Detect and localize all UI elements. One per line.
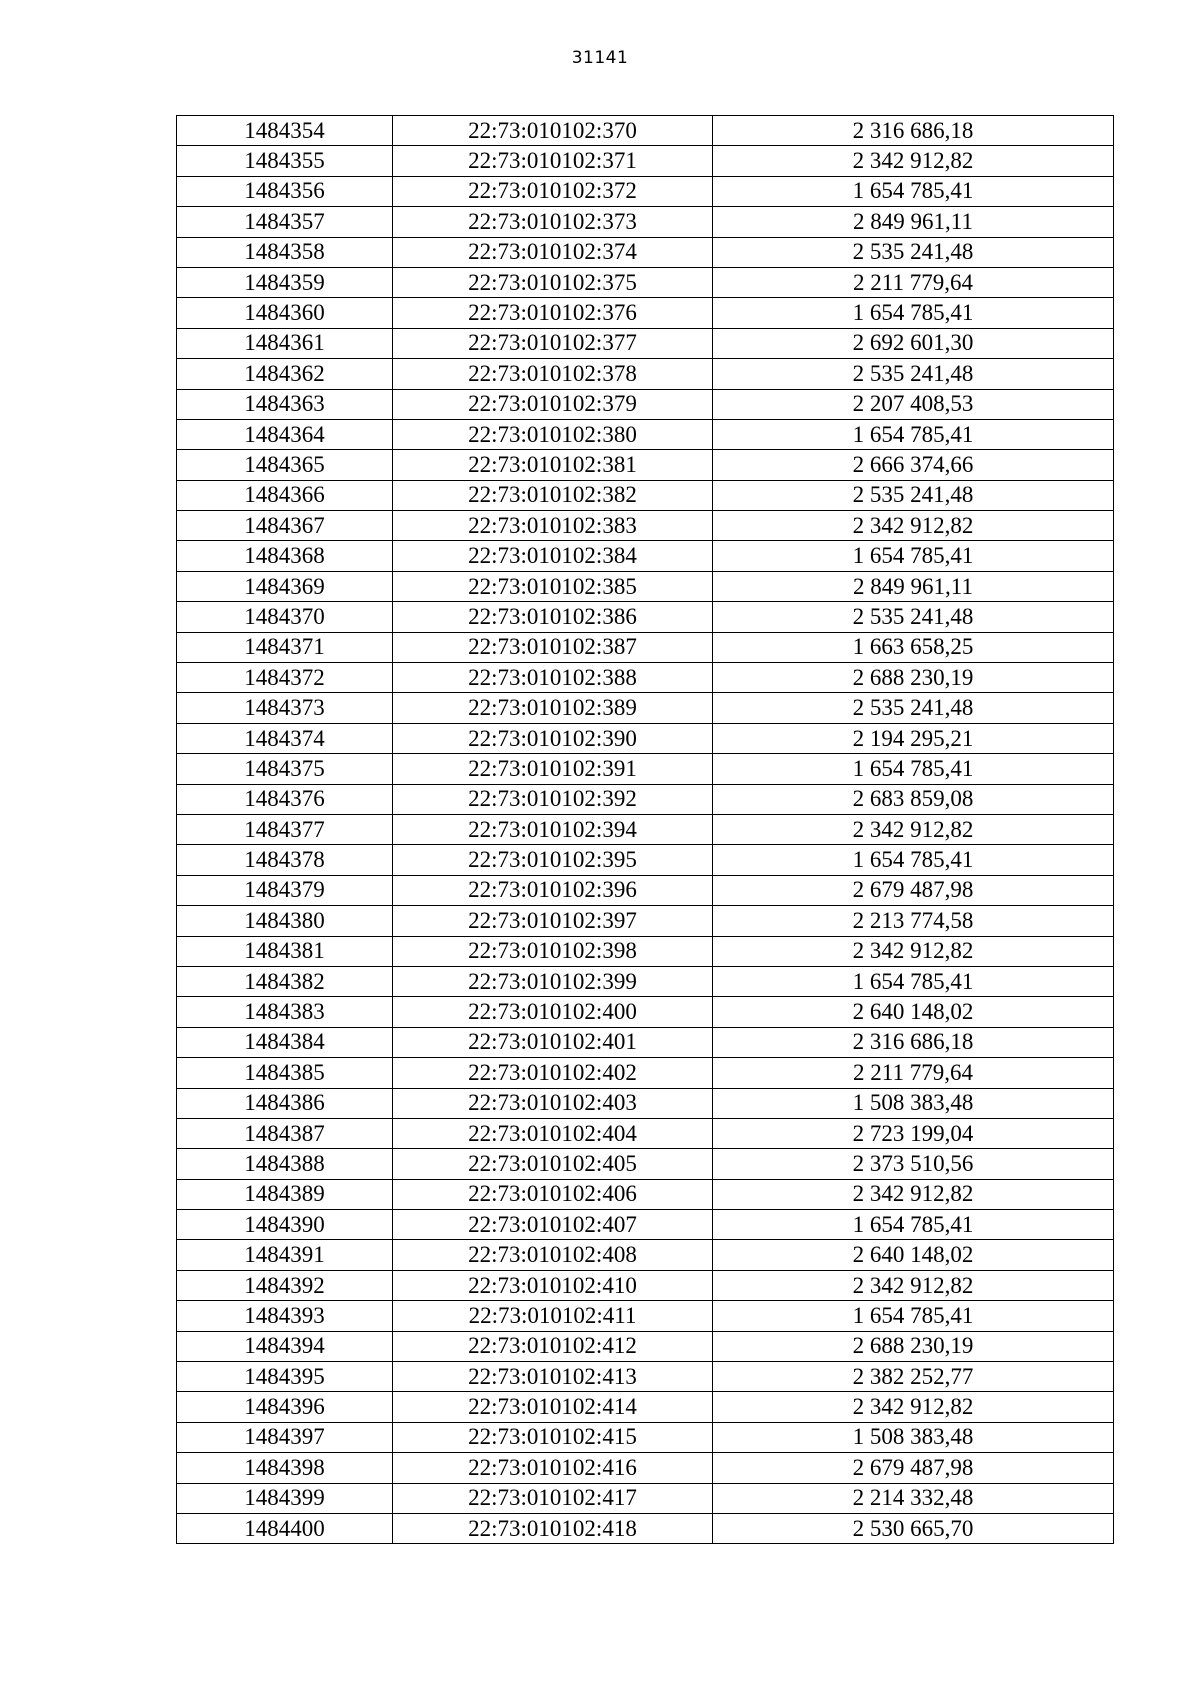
cell-cadastral-number: 22:73:010102:373	[393, 207, 713, 237]
table-row	[177, 1240, 1114, 1270]
cell-cadastral-number: 22:73:010102:377	[393, 328, 713, 358]
cell-value: 2 640 148,02	[713, 997, 1114, 1027]
cell-record-number: 1484357	[177, 207, 393, 237]
cell-cadastral-number: 22:73:010102:403	[393, 1088, 713, 1118]
cell-value: 2 211 779,64	[713, 267, 1114, 297]
table-row	[177, 298, 1114, 328]
cell-cadastral-number: 22:73:010102:416	[393, 1453, 713, 1483]
cell-value: 1 654 785,41	[713, 298, 1114, 328]
cell-record-number: 1484371	[177, 632, 393, 662]
cell-record-number: 1484384	[177, 1027, 393, 1057]
cell-record-number: 1484362	[177, 359, 393, 389]
cell-value: 1 654 785,41	[713, 541, 1114, 571]
table-row	[177, 1422, 1114, 1452]
table-row	[177, 1270, 1114, 1300]
cell-cadastral-number: 22:73:010102:375	[393, 267, 713, 297]
cell-value: 2 342 912,82	[713, 814, 1114, 844]
cell-cadastral-number: 22:73:010102:381	[393, 450, 713, 480]
table-row	[177, 541, 1114, 571]
cell-record-number: 1484389	[177, 1179, 393, 1209]
table-row	[177, 663, 1114, 693]
table-row	[177, 632, 1114, 662]
cell-cadastral-number: 22:73:010102:399	[393, 966, 713, 996]
cell-value: 2 194 295,21	[713, 723, 1114, 753]
cell-value: 1 654 785,41	[713, 419, 1114, 449]
cell-cadastral-number: 22:73:010102:372	[393, 176, 713, 206]
cell-value: 1 508 383,48	[713, 1422, 1114, 1452]
cell-value: 2 213 774,58	[713, 906, 1114, 936]
table-row	[177, 1118, 1114, 1148]
cell-cadastral-number: 22:73:010102:390	[393, 723, 713, 753]
cell-value: 2 342 912,82	[713, 936, 1114, 966]
cell-value: 2 342 912,82	[713, 146, 1114, 176]
table-row	[177, 571, 1114, 601]
cell-record-number: 1484385	[177, 1058, 393, 1088]
cell-cadastral-number: 22:73:010102:407	[393, 1210, 713, 1240]
cell-record-number: 1484375	[177, 754, 393, 784]
cell-record-number: 1484378	[177, 845, 393, 875]
table-row	[177, 1483, 1114, 1513]
cell-record-number: 1484391	[177, 1240, 393, 1270]
cell-value: 2 692 601,30	[713, 328, 1114, 358]
cell-record-number: 1484370	[177, 602, 393, 632]
table-row	[177, 207, 1114, 237]
data-table	[176, 115, 1114, 1544]
cell-record-number: 1484359	[177, 267, 393, 297]
cell-value: 1 654 785,41	[713, 754, 1114, 784]
cell-record-number: 1484400	[177, 1513, 393, 1543]
table-row	[177, 602, 1114, 632]
cell-cadastral-number: 22:73:010102:387	[393, 632, 713, 662]
cell-value: 2 342 912,82	[713, 511, 1114, 541]
cell-cadastral-number: 22:73:010102:374	[393, 237, 713, 267]
cell-cadastral-number: 22:73:010102:394	[393, 814, 713, 844]
cell-cadastral-number: 22:73:010102:408	[393, 1240, 713, 1270]
cell-cadastral-number: 22:73:010102:402	[393, 1058, 713, 1088]
cell-cadastral-number: 22:73:010102:371	[393, 146, 713, 176]
cell-cadastral-number: 22:73:010102:417	[393, 1483, 713, 1513]
cell-cadastral-number: 22:73:010102:401	[393, 1027, 713, 1057]
table-row	[177, 1088, 1114, 1118]
cell-record-number: 1484373	[177, 693, 393, 723]
cell-record-number: 1484364	[177, 419, 393, 449]
cell-cadastral-number: 22:73:010102:412	[393, 1331, 713, 1361]
cell-record-number: 1484358	[177, 237, 393, 267]
table-row	[177, 754, 1114, 784]
table-row	[177, 1149, 1114, 1179]
cell-value: 1 654 785,41	[713, 1210, 1114, 1240]
cell-record-number: 1484366	[177, 480, 393, 510]
cell-record-number: 1484376	[177, 784, 393, 814]
cell-record-number: 1484368	[177, 541, 393, 571]
cell-cadastral-number: 22:73:010102:406	[393, 1179, 713, 1209]
cell-record-number: 1484390	[177, 1210, 393, 1240]
table-body	[177, 116, 1114, 1544]
table-row	[177, 1513, 1114, 1543]
cell-record-number: 1484355	[177, 146, 393, 176]
cell-record-number: 1484356	[177, 176, 393, 206]
cell-cadastral-number: 22:73:010102:382	[393, 480, 713, 510]
cell-value: 2 382 252,77	[713, 1362, 1114, 1392]
table-row	[177, 875, 1114, 905]
cell-cadastral-number: 22:73:010102:397	[393, 906, 713, 936]
cell-record-number: 1484380	[177, 906, 393, 936]
cell-record-number: 1484361	[177, 328, 393, 358]
cell-record-number: 1484396	[177, 1392, 393, 1422]
cell-record-number: 1484374	[177, 723, 393, 753]
cell-value: 2 211 779,64	[713, 1058, 1114, 1088]
cell-value: 1 654 785,41	[713, 176, 1114, 206]
table-row	[177, 328, 1114, 358]
cell-value: 2 535 241,48	[713, 602, 1114, 632]
cell-record-number: 1484363	[177, 389, 393, 419]
cell-value: 2 688 230,19	[713, 1331, 1114, 1361]
cell-record-number: 1484379	[177, 875, 393, 905]
cell-value: 2 530 665,70	[713, 1513, 1114, 1543]
cell-cadastral-number: 22:73:010102:376	[393, 298, 713, 328]
table-row	[177, 359, 1114, 389]
cell-cadastral-number: 22:73:010102:415	[393, 1422, 713, 1452]
cell-record-number: 1484399	[177, 1483, 393, 1513]
table-row	[177, 997, 1114, 1027]
cell-cadastral-number: 22:73:010102:389	[393, 693, 713, 723]
table-row	[177, 1301, 1114, 1331]
cell-value: 2 688 230,19	[713, 663, 1114, 693]
cell-cadastral-number: 22:73:010102:379	[393, 389, 713, 419]
table-row	[177, 814, 1114, 844]
cell-record-number: 1484398	[177, 1453, 393, 1483]
cell-value: 1 654 785,41	[713, 966, 1114, 996]
cell-value: 2 666 374,66	[713, 450, 1114, 480]
table-row	[177, 906, 1114, 936]
table-row	[177, 723, 1114, 753]
table-row	[177, 146, 1114, 176]
cell-value: 2 535 241,48	[713, 693, 1114, 723]
table-row	[177, 1179, 1114, 1209]
cell-value: 1 654 785,41	[713, 845, 1114, 875]
table-row	[177, 176, 1114, 206]
cell-value: 2 316 686,18	[713, 1027, 1114, 1057]
table-row	[177, 693, 1114, 723]
cell-record-number: 1484393	[177, 1301, 393, 1331]
cell-value: 2 679 487,98	[713, 875, 1114, 905]
cell-value: 2 214 332,48	[713, 1483, 1114, 1513]
cell-value: 2 849 961,11	[713, 571, 1114, 601]
table-row	[177, 389, 1114, 419]
cell-cadastral-number: 22:73:010102:395	[393, 845, 713, 875]
cell-value: 2 535 241,48	[713, 480, 1114, 510]
table-row	[177, 1027, 1114, 1057]
cell-record-number: 1484377	[177, 814, 393, 844]
table-row	[177, 1210, 1114, 1240]
cell-value: 2 316 686,18	[713, 116, 1114, 146]
cell-cadastral-number: 22:73:010102:405	[393, 1149, 713, 1179]
cell-record-number: 1484381	[177, 936, 393, 966]
cell-cadastral-number: 22:73:010102:414	[393, 1392, 713, 1422]
cell-cadastral-number: 22:73:010102:383	[393, 511, 713, 541]
table-row	[177, 511, 1114, 541]
cell-value: 2 342 912,82	[713, 1270, 1114, 1300]
cell-record-number: 1484386	[177, 1088, 393, 1118]
cell-value: 2 373 510,56	[713, 1149, 1114, 1179]
table-row	[177, 936, 1114, 966]
cell-cadastral-number: 22:73:010102:418	[393, 1513, 713, 1543]
cell-value: 2 342 912,82	[713, 1392, 1114, 1422]
table-row	[177, 966, 1114, 996]
cell-value: 2 535 241,48	[713, 359, 1114, 389]
cell-record-number: 1484367	[177, 511, 393, 541]
cell-value: 2 535 241,48	[713, 237, 1114, 267]
table-row	[177, 1453, 1114, 1483]
cell-value: 2 679 487,98	[713, 1453, 1114, 1483]
table-row	[177, 845, 1114, 875]
cell-cadastral-number: 22:73:010102:413	[393, 1362, 713, 1392]
table-row	[177, 480, 1114, 510]
table-row	[177, 1362, 1114, 1392]
cell-record-number: 1484395	[177, 1362, 393, 1392]
cell-value: 1 663 658,25	[713, 632, 1114, 662]
cell-record-number: 1484387	[177, 1118, 393, 1148]
cell-cadastral-number: 22:73:010102:388	[393, 663, 713, 693]
cell-record-number: 1484383	[177, 997, 393, 1027]
cell-record-number: 1484388	[177, 1149, 393, 1179]
cell-record-number: 1484354	[177, 116, 393, 146]
cell-cadastral-number: 22:73:010102:410	[393, 1270, 713, 1300]
cell-cadastral-number: 22:73:010102:380	[393, 419, 713, 449]
cell-value: 1 508 383,48	[713, 1088, 1114, 1118]
cell-cadastral-number: 22:73:010102:370	[393, 116, 713, 146]
cell-record-number: 1484394	[177, 1331, 393, 1361]
cell-record-number: 1484397	[177, 1422, 393, 1452]
cell-value: 2 207 408,53	[713, 389, 1114, 419]
table-row	[177, 1331, 1114, 1361]
table-row	[177, 116, 1114, 146]
table-row	[177, 267, 1114, 297]
cell-value: 2 640 148,02	[713, 1240, 1114, 1270]
cell-cadastral-number: 22:73:010102:378	[393, 359, 713, 389]
cell-record-number: 1484382	[177, 966, 393, 996]
cell-cadastral-number: 22:73:010102:404	[393, 1118, 713, 1148]
cell-value: 2 723 199,04	[713, 1118, 1114, 1148]
table-row	[177, 784, 1114, 814]
cell-record-number: 1484392	[177, 1270, 393, 1300]
cell-value: 2 849 961,11	[713, 207, 1114, 237]
cell-record-number: 1484365	[177, 450, 393, 480]
cell-cadastral-number: 22:73:010102:411	[393, 1301, 713, 1331]
cell-cadastral-number: 22:73:010102:391	[393, 754, 713, 784]
page-number: 31141	[571, 48, 629, 68]
table-row	[177, 450, 1114, 480]
cell-value: 2 683 859,08	[713, 784, 1114, 814]
cell-cadastral-number: 22:73:010102:392	[393, 784, 713, 814]
table-row	[177, 419, 1114, 449]
table-row	[177, 1058, 1114, 1088]
cell-cadastral-number: 22:73:010102:400	[393, 997, 713, 1027]
cell-cadastral-number: 22:73:010102:385	[393, 571, 713, 601]
cell-value: 2 342 912,82	[713, 1179, 1114, 1209]
cell-record-number: 1484372	[177, 663, 393, 693]
cell-record-number: 1484360	[177, 298, 393, 328]
cell-cadastral-number: 22:73:010102:384	[393, 541, 713, 571]
cell-cadastral-number: 22:73:010102:386	[393, 602, 713, 632]
cell-cadastral-number: 22:73:010102:398	[393, 936, 713, 966]
cell-value: 1 654 785,41	[713, 1301, 1114, 1331]
table-row	[177, 237, 1114, 267]
cell-cadastral-number: 22:73:010102:396	[393, 875, 713, 905]
cell-record-number: 1484369	[177, 571, 393, 601]
table-row	[177, 1392, 1114, 1422]
